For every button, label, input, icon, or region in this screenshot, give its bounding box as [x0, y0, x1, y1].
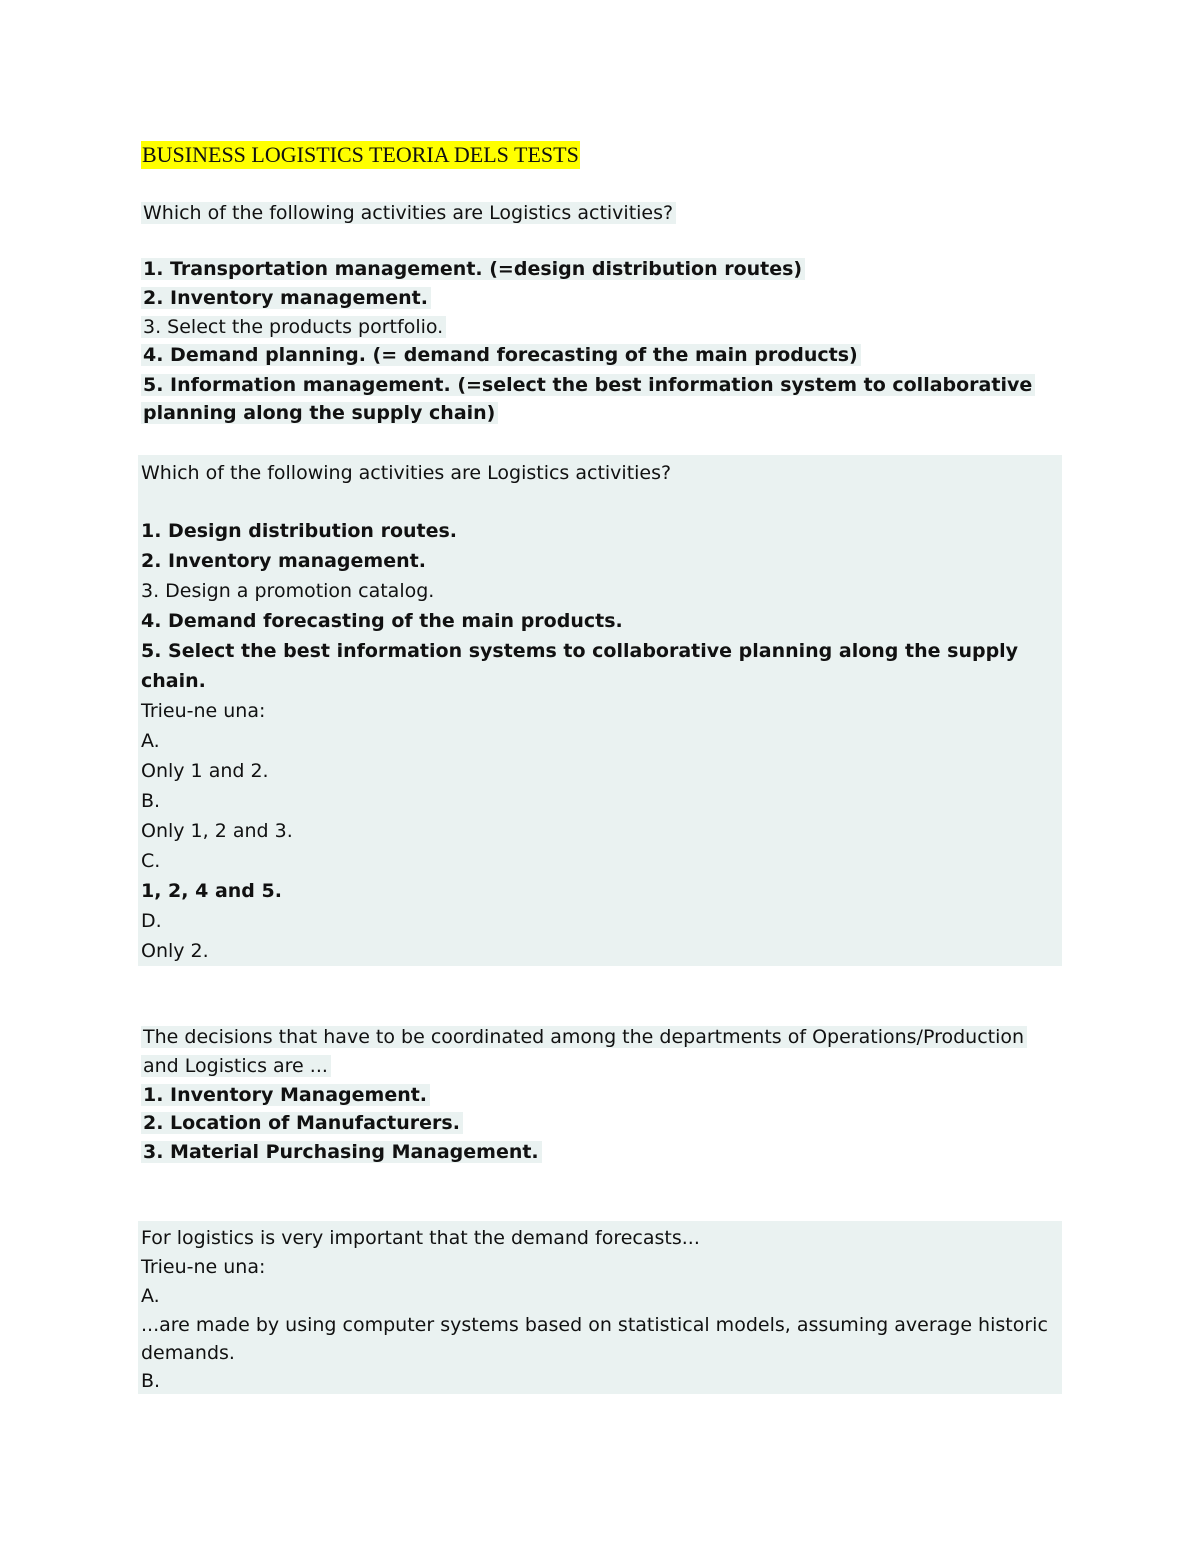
q2-question: Which of the following activities are Logistics activities?: [141, 462, 672, 484]
q2-item: 2. Inventory management.: [141, 550, 426, 572]
q2-option-text: 1, 2, 4 and 5.: [141, 880, 282, 902]
q2-item: 1. Design distribution routes.: [141, 520, 458, 542]
q4-question: For logistics is very important that the demand forecasts...: [141, 1227, 700, 1249]
q1-item: 3. Select the products portfolio.: [141, 313, 446, 342]
q3-item: 1. Inventory Management.: [141, 1081, 430, 1110]
q2-item: 3. Design a promotion catalog.: [141, 580, 435, 602]
q2-option-text: Only 2.: [141, 940, 209, 962]
q1-item: 2. Inventory management.: [141, 284, 431, 313]
q2-block: [138, 455, 1062, 966]
q4-option-letter: A.: [141, 1285, 160, 1307]
q1-item: planning along the supply chain): [141, 399, 498, 428]
q3-item: 3. Material Purchasing Management.: [141, 1138, 542, 1167]
q3-question: and Logistics are ...: [141, 1052, 331, 1081]
q4-prompt: Trieu-ne una:: [141, 1256, 266, 1278]
q2-option-text: Only 1, 2 and 3.: [141, 820, 293, 842]
q2-option-letter: B.: [141, 790, 161, 812]
q1-question: Which of the following activities are Logistics activities?: [141, 199, 676, 228]
q1-item: 5. Information management. (=select the best information system to collaborative: [141, 371, 1035, 400]
q4-option-letter: B.: [141, 1370, 161, 1392]
q4-option-text: demands.: [141, 1342, 235, 1364]
q2-option-letter: C.: [141, 850, 161, 872]
q2-option-letter: A.: [141, 730, 160, 752]
q4-block: [138, 1221, 1062, 1394]
document-title: BUSINESS LOGISTICS TEORIA DELS TESTS: [142, 142, 579, 167]
q2-option-text: Only 1 and 2.: [141, 760, 269, 782]
q3-item: 2. Location of Manufacturers.: [141, 1109, 463, 1138]
q2-item: chain.: [141, 670, 206, 692]
q2-option-letter: D.: [141, 910, 162, 932]
q4-option-text: ...are made by using computer systems based on statistical models, assuming average historic: [141, 1314, 1048, 1336]
q1-item: 4. Demand planning. (= demand forecasting of the main products): [141, 341, 861, 370]
q3-question: The decisions that have to be coordinated among the departments of Operations/Production: [141, 1023, 1027, 1052]
q2-item: 4. Demand forecasting of the main products.: [141, 610, 623, 632]
q2-item: 5. Select the best information systems to collaborative planning along the supply: [141, 640, 1019, 662]
q2-prompt: Trieu-ne una:: [141, 700, 266, 722]
q1-item: 1. Transportation management. (=design distribution routes): [141, 255, 805, 284]
